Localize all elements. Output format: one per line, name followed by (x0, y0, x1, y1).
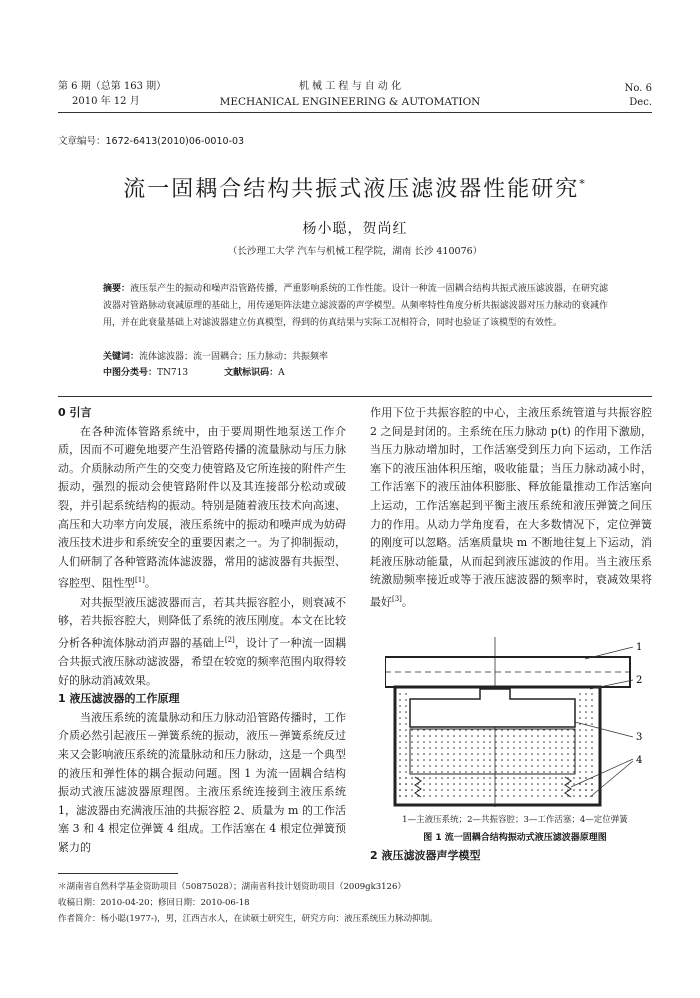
keywords-label: 关键词： (103, 352, 140, 362)
title-footnote-mark: * (579, 177, 587, 191)
paragraph-principle: 当液压系统的流量脉动和压力脉动沿管路传播时，工作介质必然引起液压－弹簧系统的振动，液压－弹簧系统反过来又会影响液压系统的流量脉动和压力脉动，这是一个典型的液压和弹性体的耦合振动问题。图 1 为流一固耦合结构振动式液压滤波器原理图。主液压系统连接到主液压系统 1，滤波器由充满液压油的共振容腔 2、质量为 m 的工作活塞 3 和 4 根定位弹簧 4 组成。工作活塞在 4 根定位弹簧预紧力的 (58, 710, 346, 854)
paragraph-intro-2: 对共振型液压滤波器而言，若其共振容腔小，则衰减不够，若共振容腔大，则降低了系统的液压刚度。本文在比较分析各种流体脉动消声器的基础上[2]，设计了一种流一固耦合共振式液压脉动滤波器，希望在较宽的频率范围内取得较好的脉动消减效果。 (58, 595, 347, 687)
keywords-text: 流体滤波器；流一固耦合；压力脉动；共振频率 (139, 352, 329, 362)
class-value: TN713 (157, 368, 189, 378)
section-heading-1: 1 液压滤波器的工作原理 (58, 692, 180, 706)
callout-4: 4 (636, 755, 643, 766)
title-text: 流一固耦合结构共振式液压滤波器性能研究 (123, 177, 580, 202)
footnote-dates: 收稿日期：2010-04-20；修回日期：2010-06-18 (58, 898, 250, 908)
doc-code-value: A (278, 368, 285, 378)
affiliation: （长沙理工大学 汽车与机械工程学院，湖南 长沙 410076） (227, 246, 483, 257)
authors: 杨小聪，贺尚红 (302, 221, 408, 237)
callout-3: 3 (636, 732, 643, 743)
figure-caption: 图 1 流一固耦合结构振动式液压滤波器原理图 (423, 833, 607, 843)
abstract-rule (58, 396, 652, 397)
header-date: 2010 年 12 月 (72, 96, 140, 107)
right-column (370, 404, 652, 612)
oil-chamber (410, 729, 575, 774)
section-heading-2: 2 液压滤波器声学模型 (370, 849, 481, 862)
class-label: 中图分类号： (103, 368, 158, 378)
callout-2: 2 (636, 675, 643, 686)
page-title (58, 172, 652, 203)
doc-code-label: 文献标识码： (224, 368, 279, 378)
filter-schematic-figure (385, 637, 650, 817)
header-rule (58, 112, 652, 113)
header-journal-en: MECHANICAL ENGINEERING & AUTOMATION (219, 96, 481, 108)
footnote-bio: 作者简介：杨小聪(1977-)，男，江西吉水人，在读硕士研究生，研究方向：液压系统压力脉动抑制。 (58, 914, 438, 924)
footnote-rule (58, 873, 178, 874)
section-heading-0: 0 引言 (58, 406, 92, 419)
header-no: No. 6 (624, 83, 652, 94)
paragraph-principle-cont: 作用下位于共振容腔的中心，主液压系统管道与共振容腔 2 之间是封闭的。主系统在压力脉动 p(t) 的作用下激励，当压力脉动增加时，工作活塞受到压力向下运动，工作活塞下的液压油体积压缩，吸收能量；当压力脉动减小时，工作活塞下的液压油体积膨胀、释放能量推动工作活塞向上运动，工作活塞起到平衡主液压系统和液压弹簧之间压力的作用。从动力学角度看，在大多数情况下，定位弹簧的刚度可以忽略。活塞质量块 m 不断地往复上下运动，消耗液压脉动能量，从而起到液压滤波的作用。当主液压系统激励频率接近或等于液压滤波器的频率时，衰减效果将最好[3]。 (370, 406, 652, 609)
abstract-text: 液压泵产生的振动和噪声沿管路传播，严重影响系统的工作性能。设计一种流一固耦合结构共振式液压滤波器，在研究滤波器对管路脉动衰减原理的基础上，用传递矩阵法建立滤波器的声学模型。从频率特性角度分析共振滤波器对压力脉动的衰减作用，并在此衰量基础上对滤波器建立仿真模型，得到的仿真结果与实际工况相符合，同时也验证了该模型的有效性。 (103, 284, 608, 328)
article-id: 文章编号：1672-6413(2010)06-0010-03 (58, 136, 245, 147)
keywords (103, 350, 608, 364)
header-issue: 第 6 期（总第 163 期） (58, 81, 167, 92)
callout-1: 1 (636, 642, 643, 653)
paragraph-intro-1: 在各种流体管路系统中，由于要周期性地泵送工作介质，因而不可避免地要产生沿管路传播的流量脉动与压力脉动。介质脉动所产生的交变力使管路及它所连接的附件产生振动，强烈的振动会使管路附件以及其连接部分松动或破裂，并引起系统结构的振动。特别是随着液压技术向高速、高压和大功率方向发展，液压系统中的振动和噪声成为妨碍液压技术进步和系统安全的重要因素之一。为了抑制振动，人们研制了各种管路流体滤波器，常用的滤波器有共振型、容腔型、阻性型[1]。 (58, 424, 346, 590)
figure-legend: 1—主液压系统；2—共振容腔；3—工作活塞；4—定位弹簧 (402, 815, 628, 825)
header-journal-cn: 机 械 工 程 与 自 动 化 (298, 81, 402, 92)
left-column (58, 404, 346, 858)
header-month: Dec. (629, 97, 652, 108)
classification (103, 366, 608, 380)
piston (410, 689, 575, 727)
abstract (103, 281, 608, 332)
abstract-label: 摘要： (103, 284, 131, 294)
footnote-fund: ＊湖南省自然科学基金资助项目（50875028）；湖南省科技计划资助项目（2009gk3126） (58, 882, 406, 892)
